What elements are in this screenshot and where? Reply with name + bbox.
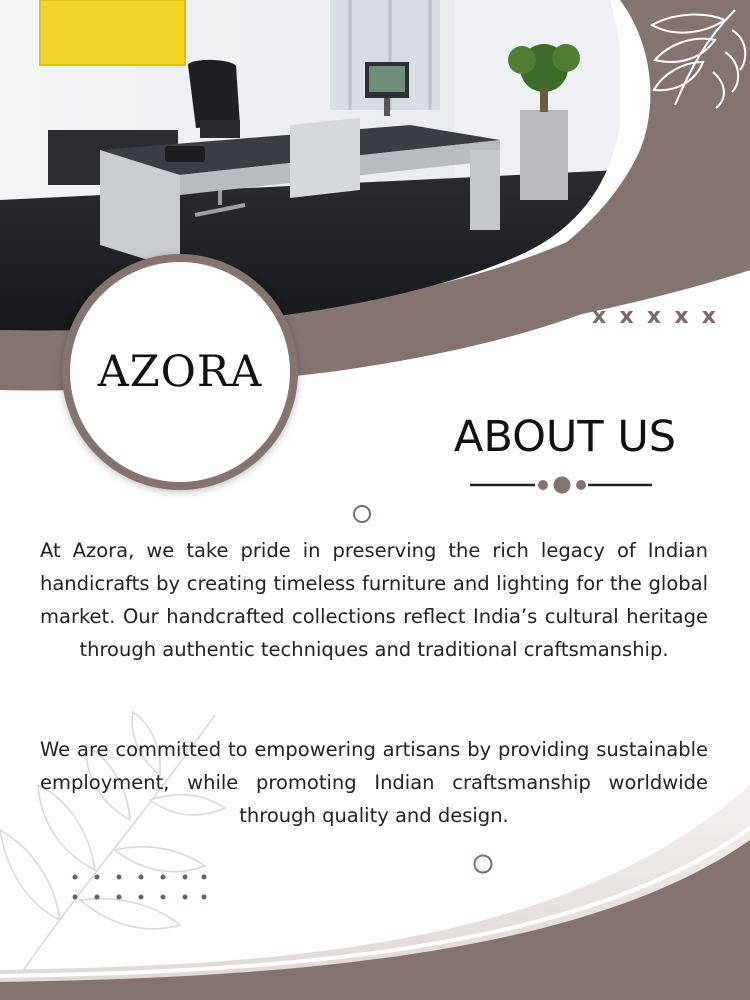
ring-dot-icon-top	[354, 506, 370, 522]
x-mark: x	[674, 304, 689, 329]
about-paragraph-2: We are committed to empowering artisans by providing sustainable employment, while promoting Indian craftsmanship worldwide through quality and design.	[40, 738, 708, 827]
x-mark: x	[646, 304, 662, 329]
x-mark: x	[619, 304, 634, 329]
x-mark: x	[592, 304, 607, 329]
about-paragraph-1: At Azora, we take pride in preserving the rich legacy of Indian handicrafts by creating timeless furniture and lighting for the global market. Our handcrafted collections reflect India’s cultural heritage through authentic techniques and traditional craftsmanship.	[40, 539, 708, 661]
heading-divider	[470, 477, 652, 494]
x-mark: x	[701, 304, 716, 329]
section-heading: ABOUT US	[453, 412, 677, 462]
ring-dot-icon-bottom	[475, 856, 492, 873]
dot-grid	[73, 875, 207, 900]
brand-name: AZORA	[97, 347, 263, 397]
brand-logo-circle	[62, 254, 298, 490]
x-marks	[592, 304, 716, 330]
